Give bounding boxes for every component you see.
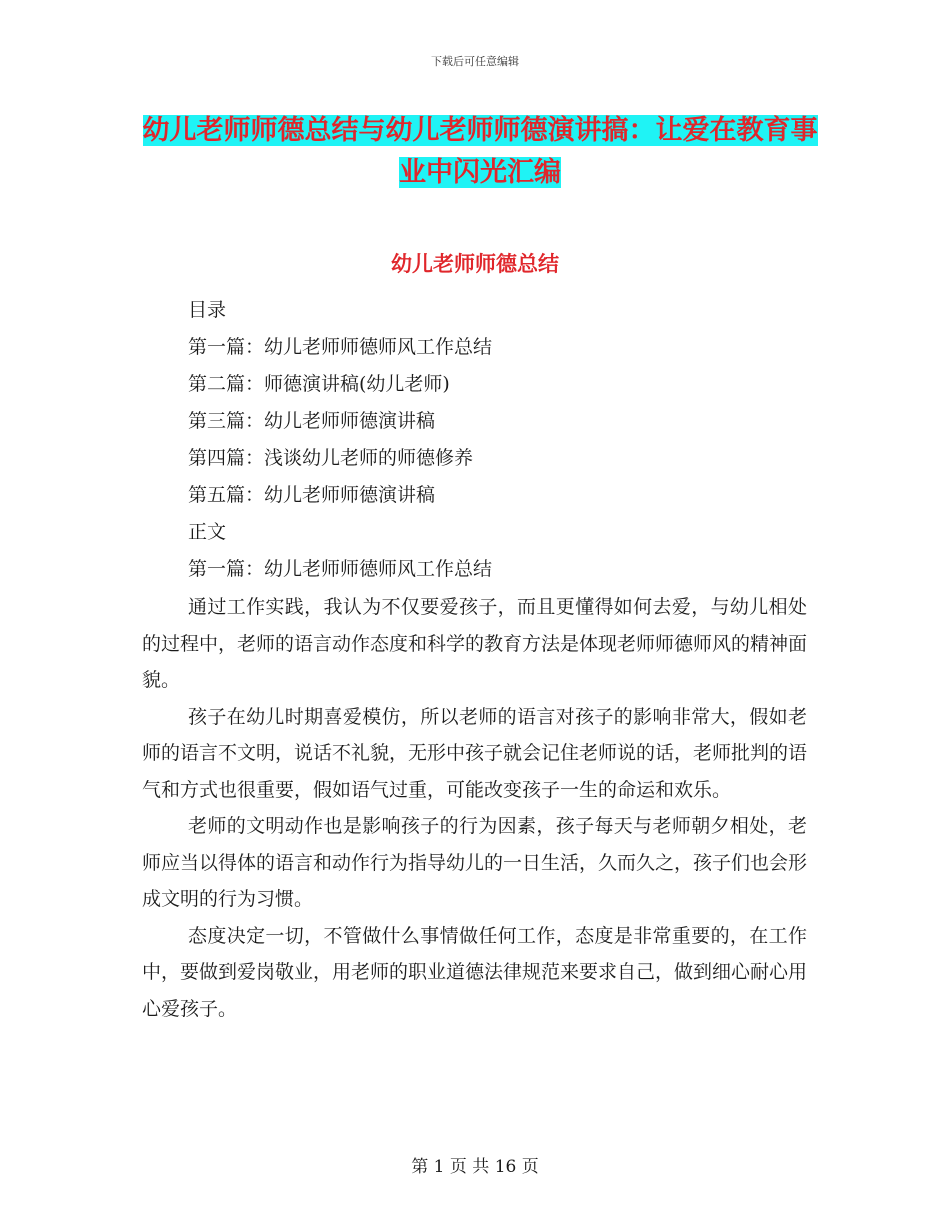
- paragraph: 通过工作实践，我认为不仅要爱孩子，而且更懂得如何去爱，与幼儿相处的过程中，老师的语言动作态度和科学的教育方法是体现老师师德师风的精神面貌。: [142, 596, 808, 691]
- toc-item: 第五篇：幼儿老师师德演讲稿: [188, 484, 436, 506]
- toc-item: 目录: [188, 299, 227, 321]
- toc-item: 正文: [188, 521, 227, 543]
- toc-item: 第四篇：浅谈幼儿老师的师德修养: [188, 447, 474, 469]
- section-title: 幼儿老师师德总结: [391, 252, 559, 276]
- toc-item: 第一篇：幼儿老师师德师风工作总结: [188, 336, 493, 358]
- paragraph: 孩子在幼儿时期喜爱模仿，所以老师的语言对孩子的影响非常大，假如老师的语言不文明，说话不礼貌，无形中孩子就会记住老师说的话，老师批判的语气和方式也很重要，假如语气过重，可能改变孩子一生的命运和欢乐。: [142, 705, 808, 801]
- toc-item: 第三篇：幼儿老师师德演讲稿: [188, 410, 436, 432]
- page-footer: 第 1 页 共 16 页: [411, 1157, 539, 1177]
- paragraph: 态度决定一切，不管做什么事情做任何工作，态度是非常重要的，在工作中，要做到爱岗敬业，用老师的职业道德法律规范来要求自己，做到细心耐心用心爱孩子。: [142, 924, 808, 1020]
- toc-item: 第二篇：师德演讲稿(幼儿老师): [188, 373, 450, 395]
- document-title-text: 幼儿老师师德总结与幼儿老师师德演讲搞：让爱在教育事业中闪光汇编: [142, 115, 818, 188]
- body-text: [142, 589, 807, 1027]
- header-note: 下载后可任意编辑: [431, 55, 519, 68]
- document-title: [140, 110, 820, 194]
- table-of-contents: [188, 292, 492, 588]
- paragraph: 老师的文明动作也是影响孩子的行为因素，孩子每天与老师朝夕相处，老师应当以得体的语言和动作行为指导幼儿的一日生活，久而久之，孩子们也会形成文明的行为习惯。: [142, 815, 808, 910]
- toc-item: 第一篇：幼儿老师师德师风工作总结: [188, 558, 493, 580]
